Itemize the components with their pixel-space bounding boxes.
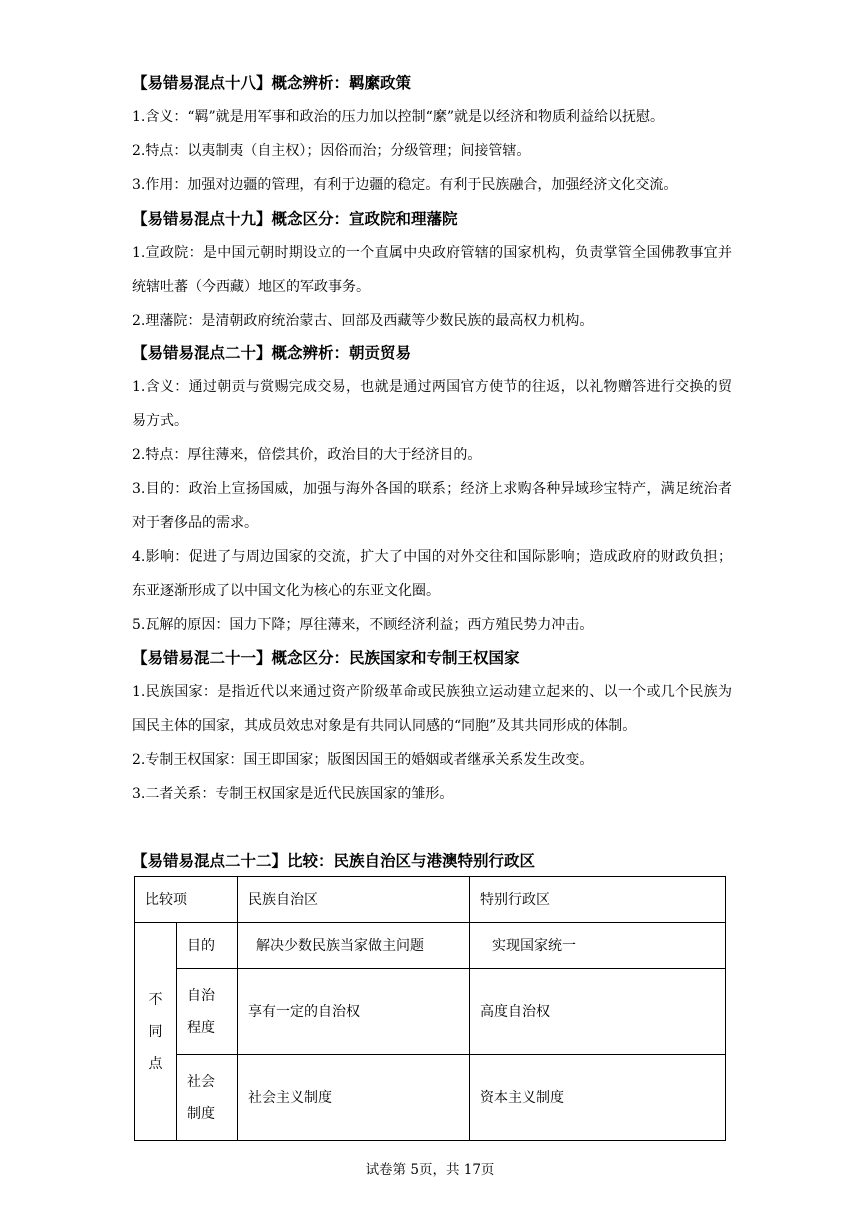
page-footer: 试卷第 5页，共 17页 xyxy=(365,1162,495,1178)
paragraph: 2.专制王权国家：国王即国家；版图因国王的婚姻或者继承关系发生改变。 xyxy=(132,752,594,768)
section-21 xyxy=(132,647,732,811)
section-heading: 【易错易混二十一】概念区分：民族国家和专制王权国家 xyxy=(132,649,520,667)
section-22 xyxy=(132,850,732,872)
table-cell: 社会主义制度 xyxy=(238,1055,470,1141)
paragraph: 2.特点：厚往薄来，倍偿其价，政治目的大于经济目的。 xyxy=(132,447,482,463)
section-18 xyxy=(132,72,732,202)
table-cell-item xyxy=(177,1055,238,1141)
table-cell: 享有一定的自治权 xyxy=(238,969,470,1055)
comparison-table xyxy=(134,876,726,1141)
table-header-cell: 比较项 xyxy=(135,877,238,923)
table-header-cell: 民族自治区 xyxy=(238,877,470,923)
group-label-cell xyxy=(135,923,177,1141)
table-row xyxy=(135,923,726,969)
paragraph: 2.理藩院：是清朝政府统治蒙古、回部及西藏等少数民族的最高权力机构。 xyxy=(132,313,594,329)
table-row xyxy=(135,1055,726,1141)
section-heading: 【易错易混点二十二】比较：民族自治区与港澳特别行政区 xyxy=(132,852,536,870)
table-cell: 实现国家统一 xyxy=(470,923,726,969)
section-heading: 【易错易混点二十】概念辨析：朝贡贸易 xyxy=(132,344,412,362)
paragraph: 1.民族国家：是指近代以来通过资产阶级革命或民族独立运动建立起来的、以一个或几个民族为国民主体的国家，其成员效忠对象是有共同认同感的“同胞”及其共同形成的体制。 xyxy=(132,684,732,734)
paragraph: 2.特点：以夷制夷（自主权）；因俗而治；分级管理；间接管辖。 xyxy=(132,143,531,159)
table-cell: 高度自治权 xyxy=(470,969,726,1055)
paragraph: 1.含义：“羁”就是用军事和政治的压力加以控制“縻”就是以经济和物质利益给以抚慰。 xyxy=(132,109,664,125)
table-cell-item-text: 自治程度 xyxy=(187,987,215,1036)
table-cell-item: 目的 xyxy=(177,923,238,969)
table-cell: 资本主义制度 xyxy=(470,1055,726,1141)
paragraph: 5.瓦解的原因：国力下降；厚往薄来，不顾经济利益；西方殖民势力冲击。 xyxy=(132,617,594,633)
section-20 xyxy=(132,342,732,642)
paragraph: 1.宣政院：是中国元朝时期设立的一个直属中央政府管辖的国家机构，负责掌管全国佛教事宜并统辖吐蕃（今西藏）地区的军政事务。 xyxy=(132,245,732,295)
table-row xyxy=(135,969,726,1055)
section-heading: 【易错易混点十九】概念区分：宣政院和理藩院 xyxy=(132,210,458,228)
paragraph: 3.作用：加强对边疆的管理，有利于边疆的稳定。有利于民族融合，加强经济文化交流。 xyxy=(132,177,678,193)
section-19 xyxy=(132,208,732,338)
paragraph: 4.影响：促进了与周边国家的交流，扩大了中国的对外交往和国际影响；造成政府的财政负担；东亚逐渐形成了以中国文化为核心的东亚文化圈。 xyxy=(132,549,732,599)
paragraph: 1.含义：通过朝贡与赏赐完成交易，也就是通过两国官方使节的往返，以礼物赠答进行交换的贸易方式。 xyxy=(132,379,732,429)
table-cell: 解决少数民族当家做主问题 xyxy=(238,923,470,969)
table-cell-item xyxy=(177,969,238,1055)
paragraph: 3.二者关系：专制王权国家是近代民族国家的雏形。 xyxy=(132,786,454,802)
table-header-row xyxy=(135,877,726,923)
group-label: 不同点 xyxy=(148,991,163,1072)
paragraph: 3.目的：政治上宣扬国威，加强与海外各国的联系；经济上求购各种异域珍宝特产，满足统治者对于奢侈品的需求。 xyxy=(132,481,732,531)
table-header-cell: 特别行政区 xyxy=(470,877,726,923)
section-heading: 【易错易混点十八】概念辨析：羁縻政策 xyxy=(132,74,412,92)
table-cell-item-text: 社会制度 xyxy=(187,1073,215,1122)
